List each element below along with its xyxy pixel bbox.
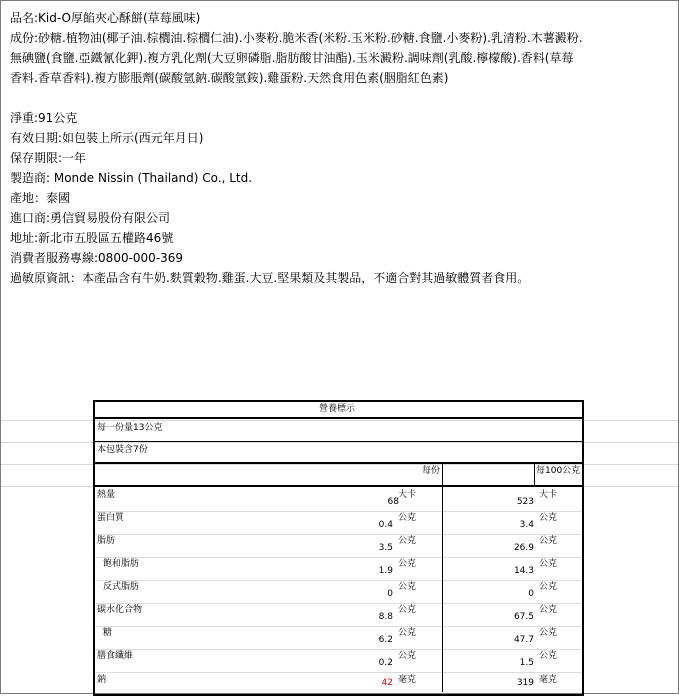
- value-per-100g: 67.5: [513, 612, 534, 622]
- column-per-serving: 每份: [422, 466, 441, 476]
- column-per-100g: 每100公克: [536, 466, 581, 476]
- value-per-100g: 319: [516, 678, 534, 688]
- nutrient-name: 飽和脂肪: [103, 559, 140, 569]
- unit: 公克: [539, 559, 558, 569]
- nutrient-name: 熱量: [97, 490, 116, 500]
- rule: [93, 485, 584, 487]
- value-per-100g: 0: [528, 589, 534, 599]
- value-per-100g: 3.4: [519, 520, 534, 530]
- ingredients-line: 無碘鹽(食鹽.亞鐵氰化鉀).複方乳化劑(大豆卵磷脂.脂肪酸甘油酯).玉米澱粉.調味劑(乳酸.檸檬酸).香料(草莓: [10, 51, 574, 65]
- unit: 公克: [539, 582, 558, 592]
- unit: 公克: [398, 559, 417, 569]
- rule: [93, 441, 584, 442]
- nutrition-table: [93, 400, 584, 692]
- unit: 公克: [539, 513, 558, 523]
- nutrient-name: 碳水化合物: [97, 605, 143, 615]
- column-divider: [534, 462, 535, 485]
- row-divider: [95, 511, 582, 512]
- allergen-info: 過敏原資訊：本產品含有牛奶.麩質穀物.雞蛋.大豆.堅果類及其製品，不適合對其過敏體質者食用。: [10, 271, 530, 285]
- nutrient-name: 脂肪: [97, 536, 116, 546]
- column-divider: [442, 462, 443, 692]
- unit: 毫克: [539, 675, 558, 685]
- unit: 公克: [398, 536, 417, 546]
- nutrient-name: 蛋白質: [97, 513, 125, 523]
- rule: [93, 417, 584, 419]
- unit: 公克: [539, 651, 558, 661]
- address: 地址:新北市五股區五權路46號: [10, 231, 174, 245]
- row-divider: [95, 534, 582, 535]
- unit: 公克: [398, 628, 417, 638]
- value-per-serving: 0.2: [378, 658, 393, 668]
- row-divider: [95, 672, 582, 673]
- product-name: 品名:Kid-O厚餡夾心酥餅(草莓風味): [10, 11, 201, 25]
- row-divider: [95, 580, 582, 581]
- value-per-serving: 0.4: [378, 520, 393, 530]
- value-per-serving: 1.9: [378, 566, 393, 576]
- unit: 公克: [539, 605, 558, 615]
- expiry-date: 有效日期:如包裝上所示(西元年月日): [10, 131, 204, 145]
- value-per-100g: 47.7: [513, 635, 534, 645]
- row-divider: [95, 626, 582, 627]
- value-per-100g: 14.3: [513, 566, 534, 576]
- nutrient-name: 反式脂肪: [103, 582, 140, 592]
- unit: 公克: [539, 536, 558, 546]
- serving-size: 每一份量13公克: [97, 423, 163, 433]
- unit: 公克: [398, 651, 417, 661]
- rule: [93, 462, 584, 464]
- row-divider: [95, 557, 582, 558]
- row-divider: [95, 649, 582, 650]
- ingredients-line: 成份:砂糖.植物油(椰子油.棕櫚油.棕櫚仁油).小麥粉.脆米香(米粉.玉米粉.砂糖.食鹽.小麥粉).乳清粉.木薯澱粉.: [10, 31, 583, 45]
- importer: 進口商:勇信貿易股份有限公司: [10, 211, 171, 225]
- unit: 毫克: [398, 675, 417, 685]
- nutrient-name: 膳食纖維: [97, 651, 134, 661]
- value-per-100g: 1.5: [519, 658, 534, 668]
- nutrient-name: 糖: [103, 628, 113, 638]
- unit: 公克: [398, 582, 417, 592]
- servings-per-pack: 本包裝含7份: [97, 445, 148, 455]
- unit: 大卡: [398, 490, 417, 500]
- value-per-serving: 0: [387, 589, 393, 599]
- value-per-100g: 26.9: [513, 543, 534, 553]
- value-per-serving: 8.8: [378, 612, 393, 622]
- unit: 大卡: [539, 490, 558, 500]
- ingredients-line: 香料.香草香料).複方膨脹劑(碳酸氫鈉.碳酸氫銨).雞蛋粉.天然食用色素(胭脂紅色素): [10, 71, 449, 85]
- value-per-serving: 68: [387, 497, 399, 507]
- unit: 公克: [398, 605, 417, 615]
- value-per-serving: 3.5: [378, 543, 393, 553]
- origin: 產地：泰國: [10, 191, 71, 205]
- nutrient-name: 鈉: [97, 675, 107, 685]
- unit: 公克: [539, 628, 558, 638]
- nutrition-title: 營養標示: [319, 404, 356, 414]
- net-weight: 淨重:91公克: [10, 111, 78, 125]
- manufacturer: 製造商: Monde Nissin (Thailand) Co., Ltd.: [10, 171, 253, 185]
- row-divider: [95, 603, 582, 604]
- shelf-life: 保存期限:一年: [10, 151, 87, 165]
- hotline: 消費者服務專線:0800-000-369: [10, 251, 184, 265]
- unit: 公克: [398, 513, 417, 523]
- value-per-serving: 42: [381, 678, 393, 688]
- value-per-serving: 6.2: [378, 635, 393, 645]
- value-per-100g: 523: [516, 497, 534, 507]
